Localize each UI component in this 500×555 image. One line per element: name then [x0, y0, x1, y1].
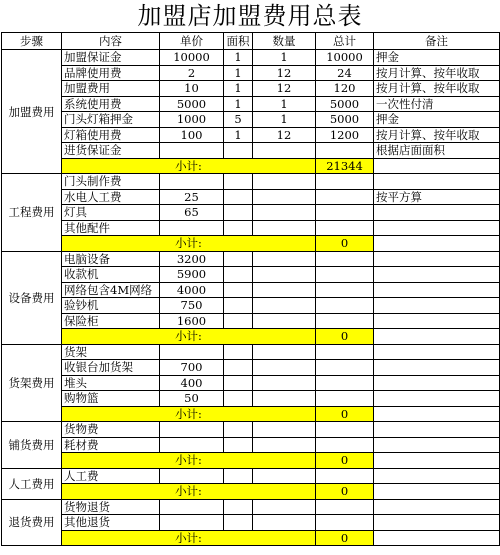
quantity-cell — [253, 298, 316, 314]
quantity-cell — [253, 391, 316, 407]
remarks-cell — [374, 298, 500, 314]
content-cell: 门头制作费 — [62, 174, 160, 190]
unit-price-cell — [160, 468, 224, 484]
subtotal-label: 小计: — [62, 484, 316, 500]
total-cell — [316, 344, 374, 360]
content-cell: 电脑设备 — [62, 251, 160, 267]
table-row — [2, 96, 500, 112]
area-cell — [224, 282, 253, 298]
subtotal-remarks-cell — [374, 236, 500, 252]
content-cell: 品牌使用费 — [62, 65, 160, 81]
table-row — [2, 143, 500, 159]
subtotal-value: 0 — [316, 329, 374, 345]
total-cell — [316, 220, 374, 236]
remarks-cell — [374, 375, 500, 391]
quantity-cell — [253, 437, 316, 453]
table-row — [2, 344, 500, 360]
quantity-cell: 12 — [253, 127, 316, 143]
content-cell: 收款机 — [62, 267, 160, 283]
table-row — [2, 515, 500, 531]
area-cell — [224, 251, 253, 267]
area-cell: 1 — [224, 50, 253, 66]
table-row — [2, 251, 500, 267]
subtotal-remarks-cell — [374, 530, 500, 546]
quantity-cell: 12 — [253, 65, 316, 81]
subtotal-label: 小计: — [62, 236, 316, 252]
area-cell: 1 — [224, 65, 253, 81]
category-cell: 铺货费用 — [2, 422, 62, 469]
remarks-cell: 押金 — [374, 50, 500, 66]
area-cell: 5 — [224, 112, 253, 128]
remarks-cell: 按月计算、按年收取 — [374, 127, 500, 143]
header-area: 面积 — [224, 33, 253, 50]
quantity-cell — [253, 174, 316, 190]
quantity-cell: 1 — [253, 96, 316, 112]
subtotal-value: 0 — [316, 530, 374, 546]
unit-price-cell: 2 — [160, 65, 224, 81]
unit-price-cell: 3200 — [160, 251, 224, 267]
remarks-cell — [374, 515, 500, 531]
table-row — [2, 112, 500, 128]
subtotal-value: 0 — [316, 453, 374, 469]
quantity-cell — [253, 344, 316, 360]
header-step: 步骤 — [2, 33, 62, 50]
category-cell: 加盟费用 — [2, 50, 62, 174]
remarks-cell — [374, 174, 500, 190]
table-row — [2, 298, 500, 314]
unit-price-cell: 10 — [160, 81, 224, 97]
subtotal-label: 小计: — [62, 329, 316, 345]
remarks-cell — [374, 468, 500, 484]
remarks-cell: 一次性付清 — [374, 96, 500, 112]
table-row — [2, 437, 500, 453]
content-cell: 加盟保证金 — [62, 50, 160, 66]
total-cell — [316, 298, 374, 314]
area-cell — [224, 391, 253, 407]
subtotal-row — [2, 453, 500, 469]
content-cell: 其他退货 — [62, 515, 160, 531]
remarks-cell — [374, 251, 500, 267]
remarks-cell — [374, 499, 500, 515]
remarks-cell — [374, 360, 500, 376]
area-cell — [224, 205, 253, 221]
header-content: 内容 — [62, 33, 160, 50]
content-cell: 水电人工费 — [62, 189, 160, 205]
content-cell: 灯箱使用费 — [62, 127, 160, 143]
subtotal-row — [2, 158, 500, 174]
subtotal-value: 0 — [316, 406, 374, 422]
subtotal-label: 小计: — [62, 406, 316, 422]
table-row — [2, 468, 500, 484]
quantity-cell — [253, 499, 316, 515]
category-cell: 人工费用 — [2, 468, 62, 499]
remarks-cell: 按月计算、按年收取 — [374, 65, 500, 81]
header-remarks: 备注 — [374, 33, 500, 50]
header-total: 总计 — [316, 33, 374, 50]
unit-price-cell — [160, 344, 224, 360]
quantity-cell — [253, 143, 316, 159]
table-row — [2, 422, 500, 438]
total-cell — [316, 205, 374, 221]
content-cell: 购物篮 — [62, 391, 160, 407]
table-row — [2, 220, 500, 236]
content-cell: 货架 — [62, 344, 160, 360]
total-cell — [316, 282, 374, 298]
area-cell — [224, 220, 253, 236]
subtotal-value: 0 — [316, 236, 374, 252]
total-cell — [316, 313, 374, 329]
table-row — [2, 391, 500, 407]
remarks-cell — [374, 391, 500, 407]
unit-price-cell — [160, 422, 224, 438]
fee-table — [1, 32, 500, 546]
quantity-cell — [253, 515, 316, 531]
area-cell — [224, 468, 253, 484]
quantity-cell — [253, 360, 316, 376]
content-cell: 门头灯箱押金 — [62, 112, 160, 128]
total-cell — [316, 515, 374, 531]
content-cell: 堆头 — [62, 375, 160, 391]
unit-price-cell: 700 — [160, 360, 224, 376]
area-cell: 1 — [224, 96, 253, 112]
area-cell: 1 — [224, 81, 253, 97]
area-cell: 1 — [224, 127, 253, 143]
content-cell: 加盟费用 — [62, 81, 160, 97]
area-cell — [224, 189, 253, 205]
area-cell — [224, 437, 253, 453]
quantity-cell — [253, 220, 316, 236]
area-cell — [224, 360, 253, 376]
unit-price-cell: 25 — [160, 189, 224, 205]
area-cell — [224, 422, 253, 438]
category-cell: 工程费用 — [2, 174, 62, 252]
category-cell: 退货费用 — [2, 499, 62, 546]
remarks-cell: 按平方算 — [374, 189, 500, 205]
area-cell — [224, 267, 253, 283]
quantity-cell — [253, 375, 316, 391]
content-cell: 其他配件 — [62, 220, 160, 236]
total-cell — [316, 174, 374, 190]
unit-price-cell — [160, 499, 224, 515]
area-cell — [224, 375, 253, 391]
unit-price-cell: 50 — [160, 391, 224, 407]
table-row — [2, 205, 500, 221]
quantity-cell — [253, 313, 316, 329]
table-row — [2, 189, 500, 205]
subtotal-row — [2, 406, 500, 422]
remarks-cell — [374, 422, 500, 438]
remarks-cell — [374, 267, 500, 283]
content-cell: 耗材费 — [62, 437, 160, 453]
header-row — [2, 33, 500, 50]
content-cell: 收银台加货架 — [62, 360, 160, 376]
total-cell — [316, 499, 374, 515]
unit-price-cell: 65 — [160, 205, 224, 221]
total-cell — [316, 375, 374, 391]
quantity-cell — [253, 189, 316, 205]
table-row — [2, 267, 500, 283]
total-cell: 120 — [316, 81, 374, 97]
remarks-cell: 押金 — [374, 112, 500, 128]
remarks-cell: 按月计算、按年收取 — [374, 81, 500, 97]
quantity-cell — [253, 282, 316, 298]
unit-price-cell: 10000 — [160, 50, 224, 66]
quantity-cell: 12 — [253, 81, 316, 97]
content-cell: 货物退货 — [62, 499, 160, 515]
subtotal-row — [2, 530, 500, 546]
content-cell: 验钞机 — [62, 298, 160, 314]
subtotal-row — [2, 329, 500, 345]
table-row — [2, 313, 500, 329]
area-cell — [224, 174, 253, 190]
content-cell: 灯具 — [62, 205, 160, 221]
subtotal-remarks-cell — [374, 484, 500, 500]
table-row — [2, 174, 500, 190]
subtotal-remarks-cell — [374, 406, 500, 422]
table-row — [2, 81, 500, 97]
total-cell: 5000 — [316, 112, 374, 128]
unit-price-cell: 1600 — [160, 313, 224, 329]
table-row — [2, 499, 500, 515]
subtotal-remarks-cell — [374, 158, 500, 174]
subtotal-remarks-cell — [374, 453, 500, 469]
area-cell — [224, 515, 253, 531]
table-row — [2, 375, 500, 391]
unit-price-cell — [160, 220, 224, 236]
table-row — [2, 50, 500, 66]
remarks-cell: 根据店面面积 — [374, 143, 500, 159]
remarks-cell — [374, 205, 500, 221]
remarks-cell — [374, 313, 500, 329]
content-cell: 系统使用费 — [62, 96, 160, 112]
content-cell: 人工费 — [62, 468, 160, 484]
quantity-cell — [253, 267, 316, 283]
total-cell — [316, 391, 374, 407]
subtotal-row — [2, 236, 500, 252]
total-cell — [316, 468, 374, 484]
area-cell — [224, 298, 253, 314]
header-quantity: 数量 — [253, 33, 316, 50]
page-title: 加盟店加盟费用总表 — [137, 2, 363, 30]
subtotal-label: 小计: — [62, 158, 316, 174]
subtotal-row — [2, 484, 500, 500]
total-cell — [316, 360, 374, 376]
total-cell — [316, 143, 374, 159]
subtotal-label: 小计: — [62, 530, 316, 546]
total-cell: 10000 — [316, 50, 374, 66]
unit-price-cell — [160, 143, 224, 159]
table-row — [2, 127, 500, 143]
table-row — [2, 360, 500, 376]
category-cell: 设备费用 — [2, 251, 62, 344]
total-cell: 1200 — [316, 127, 374, 143]
content-cell: 进货保证金 — [62, 143, 160, 159]
unit-price-cell: 5000 — [160, 96, 224, 112]
unit-price-cell: 750 — [160, 298, 224, 314]
total-cell — [316, 422, 374, 438]
quantity-cell — [253, 205, 316, 221]
quantity-cell: 1 — [253, 50, 316, 66]
subtotal-value: 21344 — [316, 158, 374, 174]
category-cell: 货架费用 — [2, 344, 62, 422]
total-cell — [316, 437, 374, 453]
total-cell — [316, 189, 374, 205]
table-row — [2, 65, 500, 81]
remarks-cell — [374, 437, 500, 453]
unit-price-cell: 1000 — [160, 112, 224, 128]
content-cell: 保险柜 — [62, 313, 160, 329]
total-cell: 5000 — [316, 96, 374, 112]
unit-price-cell: 4000 — [160, 282, 224, 298]
table-row — [2, 282, 500, 298]
unit-price-cell: 400 — [160, 375, 224, 391]
subtotal-label: 小计: — [62, 453, 316, 469]
remarks-cell — [374, 282, 500, 298]
subtotal-value: 0 — [316, 484, 374, 500]
unit-price-cell: 5900 — [160, 267, 224, 283]
quantity-cell — [253, 422, 316, 438]
content-cell: 网络包含4M网络 — [62, 282, 160, 298]
content-cell: 货物费 — [62, 422, 160, 438]
unit-price-cell — [160, 437, 224, 453]
quantity-cell: 1 — [253, 112, 316, 128]
area-cell — [224, 143, 253, 159]
header-unit-price: 单价 — [160, 33, 224, 50]
total-cell: 24 — [316, 65, 374, 81]
area-cell — [224, 499, 253, 515]
area-cell — [224, 344, 253, 360]
subtotal-remarks-cell — [374, 329, 500, 345]
unit-price-cell — [160, 515, 224, 531]
area-cell — [224, 313, 253, 329]
quantity-cell — [253, 468, 316, 484]
total-cell — [316, 267, 374, 283]
remarks-cell — [374, 344, 500, 360]
total-cell — [316, 251, 374, 267]
unit-price-cell: 100 — [160, 127, 224, 143]
unit-price-cell — [160, 174, 224, 190]
remarks-cell — [374, 220, 500, 236]
quantity-cell — [253, 251, 316, 267]
